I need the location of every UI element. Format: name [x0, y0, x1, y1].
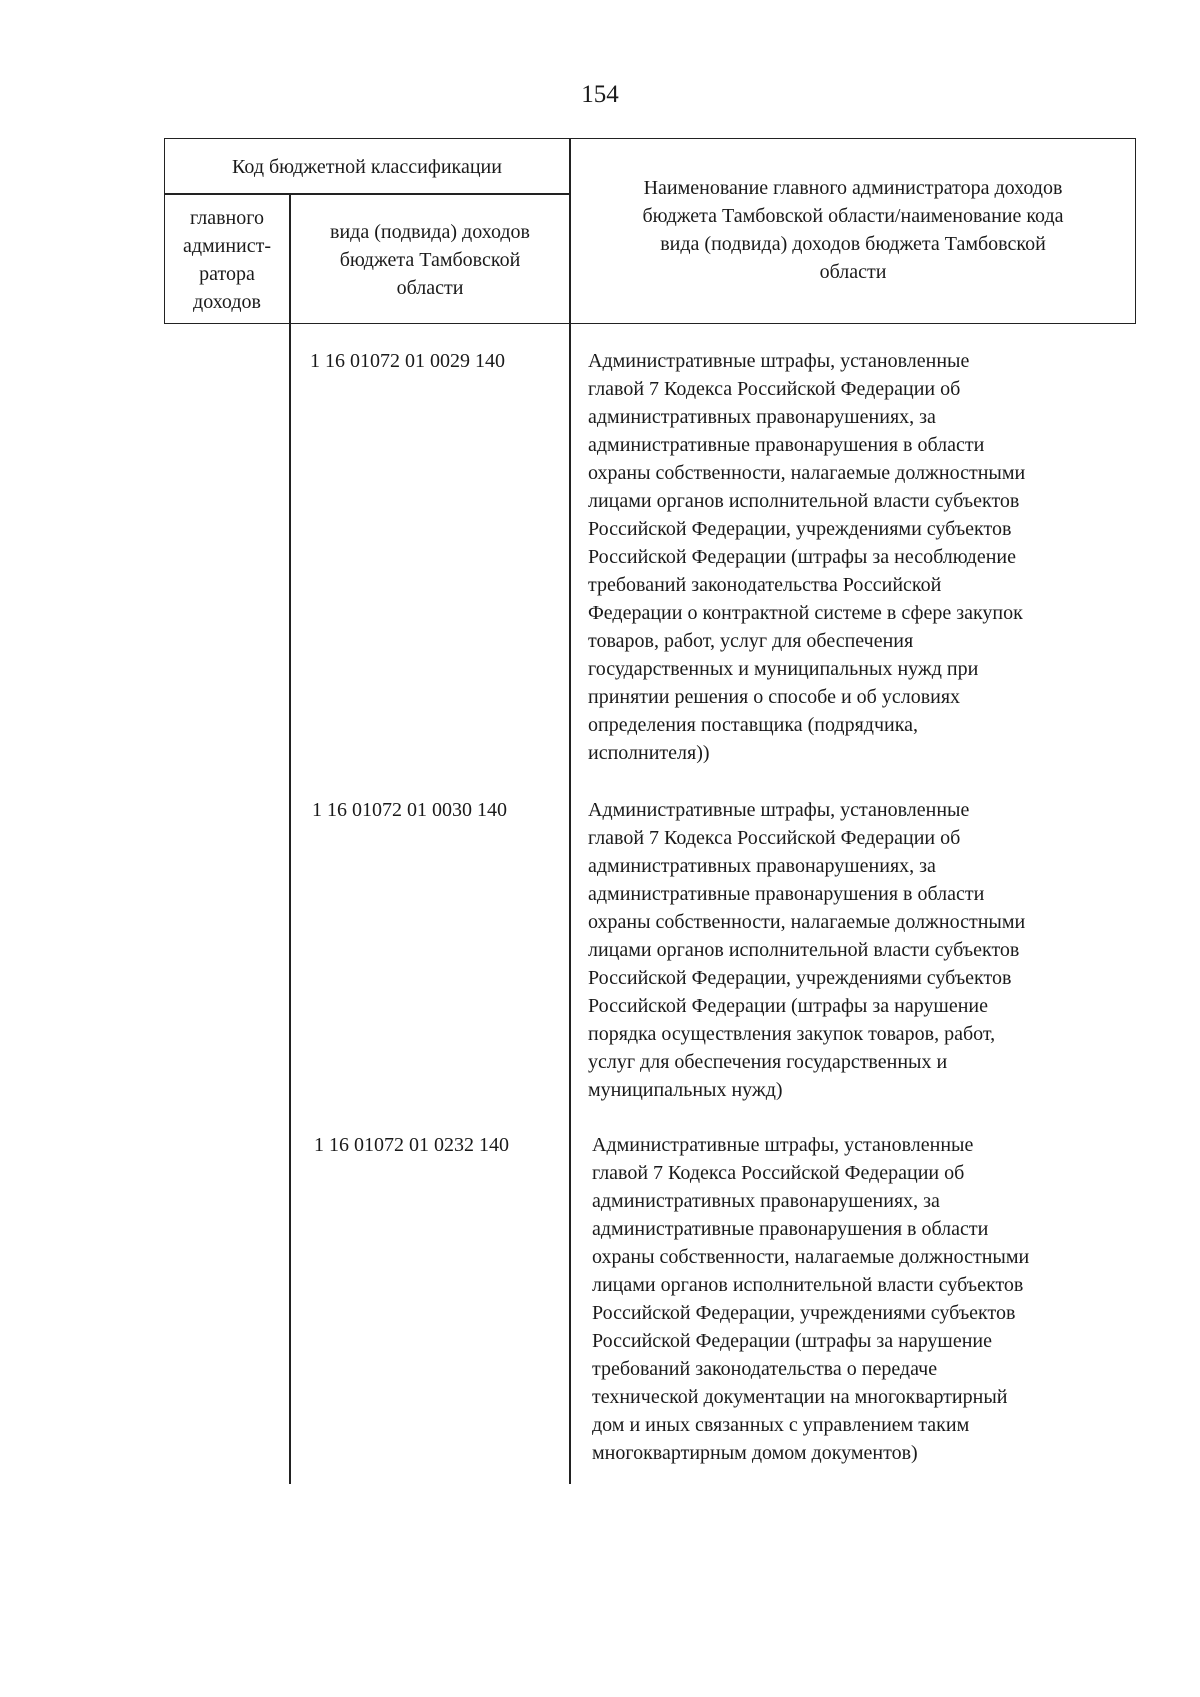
body-line-left — [289, 324, 291, 1484]
header-group-label: Код бюджетной классификации — [232, 156, 502, 178]
header-col-admin: главного админист- ратора доходов — [182, 207, 272, 313]
row-2-code: 1 16 01072 01 0030 140 — [312, 799, 507, 821]
row-2-description: Административные штрафы, установленные главой 7 Кодекса Российской Федерации об административных правонарушениях, за административные правонарушения в области охраны собственности, налагаемые должностными лицами органов исполнительной власти субъектов Российской Федерации, учреждениями субъектов Российской Федерации (штрафы за нарушение порядка осуществления закупок товаров, работ, услуг для обеспечения государственных и муниципальных нужд) — [588, 799, 1026, 1101]
row-1-code: 1 16 01072 01 0029 140 — [310, 350, 505, 372]
body-line-right — [569, 324, 571, 1484]
page-number: 154 — [581, 81, 619, 108]
header-divider-group — [164, 193, 570, 195]
row-3-code: 1 16 01072 01 0232 140 — [314, 1134, 509, 1156]
row-3-description: Административные штрафы, установленные главой 7 Кодекса Российской Федерации об административных правонарушениях, за административные правонарушения в области охраны собственности, налагаемые должностными лицами органов исполнительной власти субъектов Российской Федерации, учреждениями субъектов Российской Федерации (штрафы за нарушение требований законодательства о передаче технической документации на многоквартирный дом и иных связанных с управлением таким многоквартирным домом документов) — [592, 1134, 1030, 1464]
header-col-type: вида (подвида) доходов бюджета Тамбовской области — [330, 221, 530, 299]
row-1-description: Административные штрафы, установленные главой 7 Кодекса Российской Федерации об административных правонарушениях, за административные правонарушения в области охраны собственности, налагаемые должностными лицами органов исполнительной власти субъектов Российской Федерации, учреждениями субъектов Российской Федерации (штрафы за несоблюдение требований законодательства Российской Федерации о контрактной системе в сфере закупок товаров, работ, услуг для обеспечения государственных и муниципальных нужд при принятии решения о способе и об условиях определения поставщика (подрядчика, исполнителя)) — [588, 350, 1026, 764]
header-col-name: Наименование главного администратора доходов бюджета Тамбовской области/наименование кода вида (подвида) доходов бюджета Тамбовской области — [642, 177, 1064, 283]
